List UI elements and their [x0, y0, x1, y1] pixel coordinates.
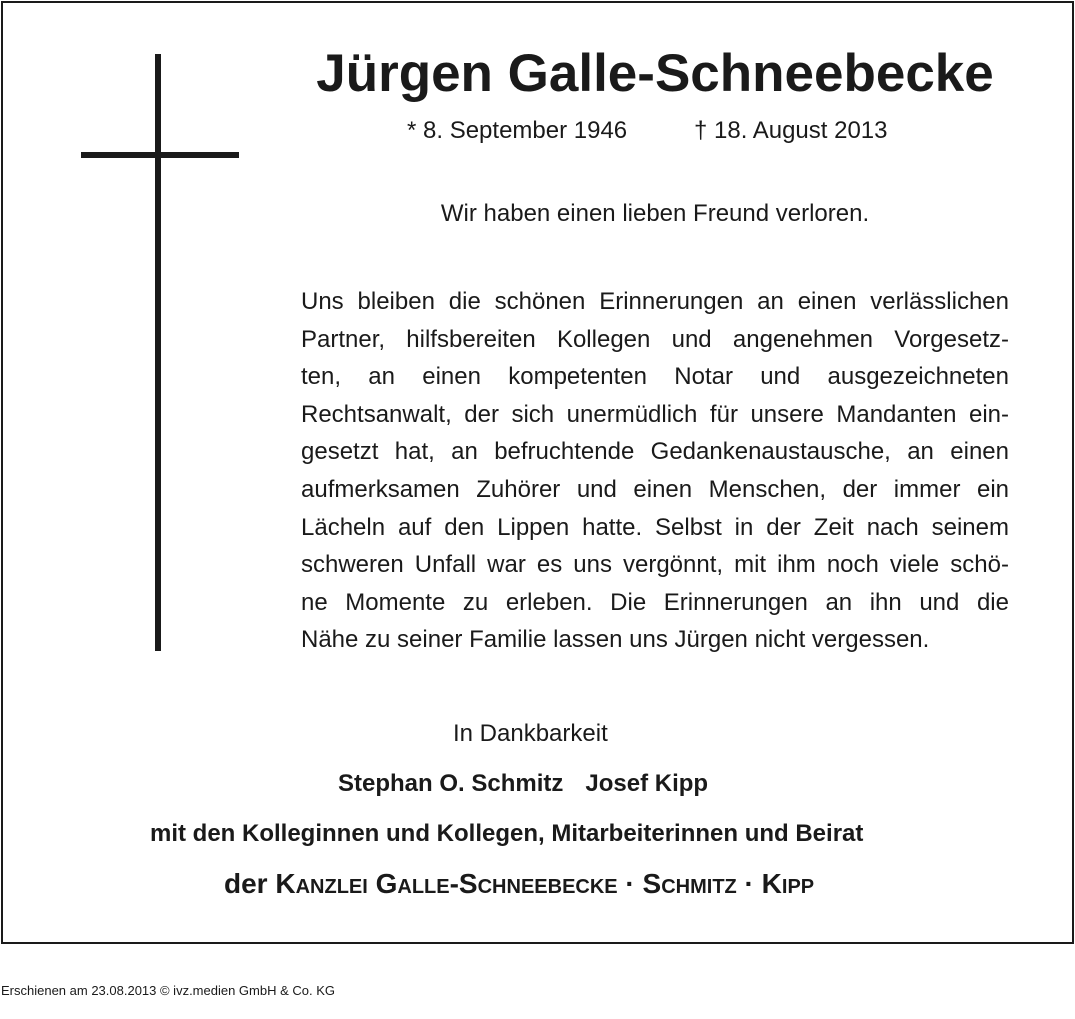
firm-name: [224, 867, 814, 904]
deceased-name: Jürgen Galle-Schneebecke: [316, 44, 994, 103]
firm-letter: G: [375, 868, 398, 899]
firm-letter: K: [761, 868, 782, 899]
cross-vertical-bar: [155, 54, 161, 651]
birth-date: * 8. September 1946: [407, 117, 628, 144]
tribute-line: Rechtsanwalt, der sich unermüdlich für unsere Mandanten ein-: [301, 400, 1009, 428]
firm-letters: IPP: [781, 876, 815, 898]
lead-sentence: Wir haben einen lieben Freund verloren.: [440, 200, 870, 227]
firm-letters: ALLE: [397, 876, 450, 898]
tribute-line: Uns bleiben die schönen Erinnerungen an einen verlässlichen: [301, 288, 1009, 315]
firm-letter: S: [458, 868, 478, 899]
tribute-line: Lächeln auf den Lippen hatte. Selbst in der Zeit nach seinem: [301, 513, 1009, 541]
tribute-line: gesetzt hat, an befruchtende Gedankenaustausche, an einen: [301, 438, 1009, 466]
firm-letters: CHMITZ: [661, 876, 737, 898]
signer-name: Josef Kipp: [585, 770, 709, 797]
thanks-line: In Dankbarkeit: [453, 720, 608, 747]
cross-horizontal-bar: [81, 152, 239, 158]
firm-letter: S: [642, 868, 662, 899]
tribute-text: [301, 283, 1009, 659]
signer-name: Stephan O. Schmitz: [338, 770, 564, 797]
firm-letters: CHNEEBECKE: [477, 876, 618, 898]
firm-dash: -: [449, 868, 459, 899]
tribute-line: schweren Unfall war es uns vergönnt, mit ihm noch viele schö-: [301, 551, 1009, 579]
death-date: † 18. August 2013: [694, 117, 888, 144]
tribute-line: ten, an einen kompetenten Notar und ausgezeichneten: [301, 363, 1009, 391]
publication-footer: Erschienen am 23.08.2013 © ivz.medien GmbH & Co. KG: [1, 983, 336, 998]
tribute-line: Partner, hilfsbereiten Kollegen und angenehmen Vorgesetz-: [301, 325, 1009, 353]
firm-letters: ANZLEI: [295, 876, 368, 898]
tribute-line: ne Momente zu erleben. Die Erinnerungen an ihn und die: [301, 588, 1009, 616]
firm-letter: K: [275, 868, 296, 899]
tribute-line: aufmerksamen Zuhörer und einen Menschen, der immer ein: [301, 475, 1009, 503]
firm-prefix: der: [224, 868, 268, 899]
colleagues-line: mit den Kolleginnen und Kollegen, Mitarbeiterinnen und Beirat: [150, 820, 864, 847]
signers: [338, 769, 708, 799]
firm-separator: ·: [625, 868, 635, 899]
firm-separator: ·: [744, 868, 754, 899]
tribute-line: Nähe zu seiner Familie lassen uns Jürgen nicht vergessen.: [301, 626, 930, 654]
